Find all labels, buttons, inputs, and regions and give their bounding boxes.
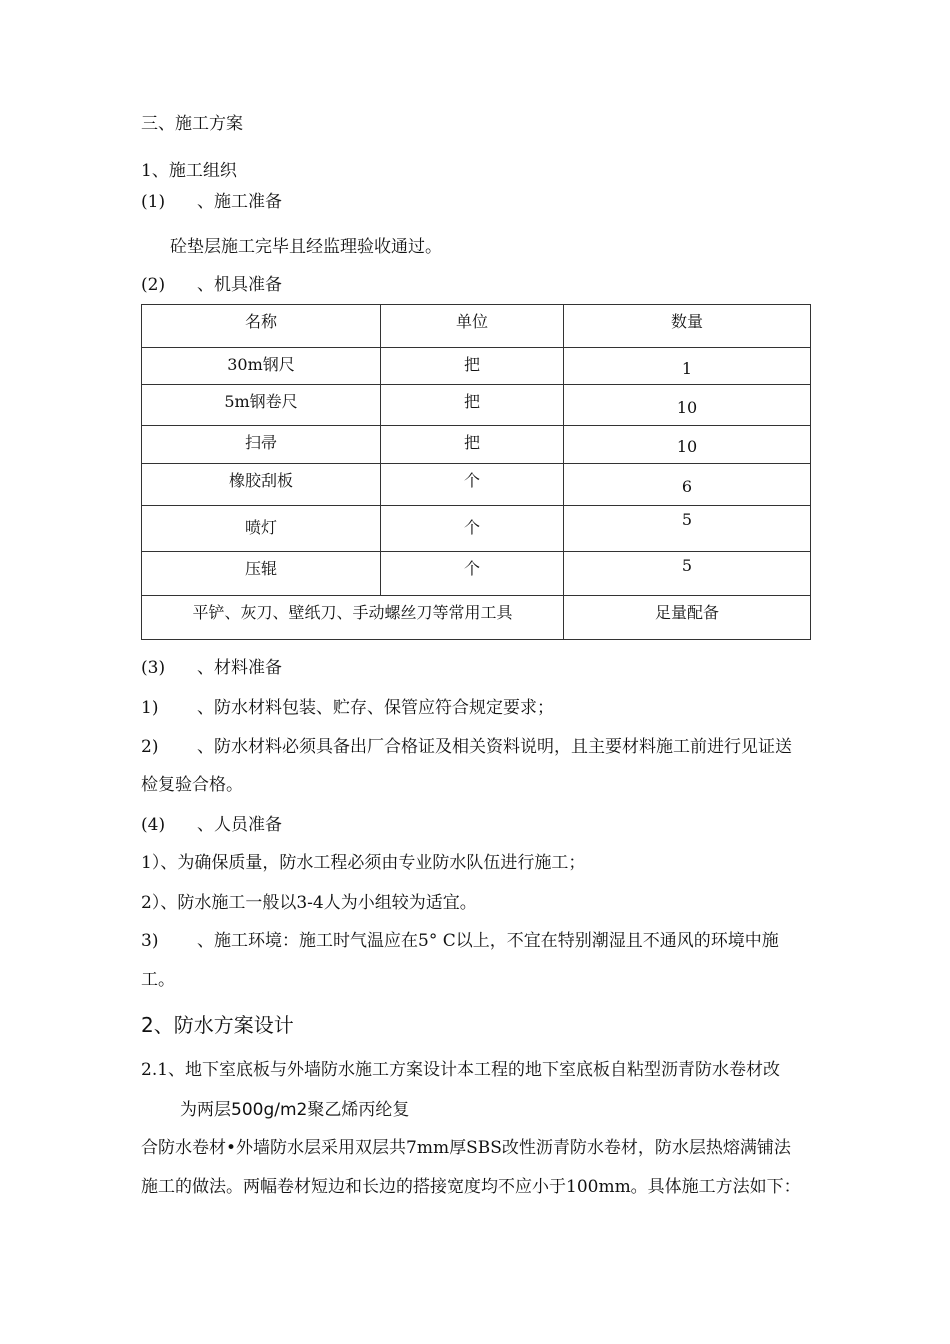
table-header-cell: 名称: [142, 305, 381, 348]
mat1-text: 、防水材料包装、贮存、保管应符合规定要求；: [197, 698, 554, 718]
prep1-num: (1): [141, 192, 166, 212]
table-row: [142, 464, 811, 506]
env-num: 3): [141, 931, 159, 951]
table-cell: 10: [564, 385, 811, 426]
design-para-line-2: 施工的做法。两幅卷材短边和长边的搭接宽度均不应小于100mm。具体施工方法如下：: [141, 1177, 801, 1197]
table-row: [142, 506, 811, 552]
table-cell: 足量配备: [564, 596, 811, 640]
table-header-cell: 数量: [564, 305, 811, 348]
table-footer-row: [142, 596, 811, 640]
design-para-part-b: 外墙防水层采用双层共7mm厚SBS改性沥青防水卷材，防水层热熔满铺法: [236, 1138, 791, 1158]
table-header-row: [142, 305, 811, 348]
table-cell: 5: [564, 552, 811, 596]
design-title: 2、防水方案设计: [141, 1013, 294, 1037]
table-cell: 把: [381, 426, 564, 464]
design-2-1-part-a: 2.1、地下室底板与外墙防水施工方案设计本工程的地下室底板: [141, 1060, 611, 1080]
design-2-1-part-b: 自粘型沥青防水卷材改: [610, 1060, 781, 1080]
table-row: [142, 385, 811, 426]
equipment-table: [141, 304, 811, 640]
prep1-text: 砼垫层施工完毕且经监理验收通过。: [170, 237, 442, 257]
table-row: [142, 426, 811, 464]
table-cell: 压辊: [142, 552, 381, 596]
section-title: 三、施工方案: [141, 114, 243, 134]
prep3-num: (3): [141, 658, 166, 678]
env-cont: 工。: [141, 970, 175, 990]
prep1-label: 、施工准备: [197, 192, 282, 212]
design-2-1-line: [141, 1059, 780, 1081]
table-cell: 1: [564, 348, 811, 385]
prep4-label: 、人员准备: [197, 815, 282, 835]
mat1-num: 1): [141, 698, 159, 718]
table-cell: 6: [564, 464, 811, 506]
table-cell: 个: [381, 506, 564, 552]
table-cell: 扫帚: [142, 426, 381, 464]
table-cell: 喷灯: [142, 506, 381, 552]
prep4-num: (4): [141, 815, 166, 835]
env-text: 、施工环境：施工时气温应在5° C以上，不宜在特别潮湿且不通风的环境中施: [197, 931, 779, 951]
prep2-num: (2): [141, 275, 166, 295]
mat2-cont: 检复验合格。: [141, 775, 243, 795]
staff-line-2: 2）、防水施工一般以3-4人为小组较为适宜。: [141, 893, 477, 913]
table-header-cell: 单位: [381, 305, 564, 348]
table-cell: 个: [381, 464, 564, 506]
prep3-label: 、材料准备: [197, 658, 282, 678]
design-para-part-a: 合防水卷材•: [141, 1138, 237, 1158]
table-cell: 5: [564, 506, 811, 552]
table-cell: 个: [381, 552, 564, 596]
staff-line-1: 1）、为确保质量，防水工程必须由专业防水队伍进行施工；: [141, 853, 586, 873]
table-row: [142, 552, 811, 596]
table-cell: 橡胶刮板: [142, 464, 381, 506]
mat2-num: 2): [141, 737, 159, 757]
table-cell: 把: [381, 348, 564, 385]
table-cell: 10: [564, 426, 811, 464]
table-cell: 平铲、灰刀、壁纸刀、手动螺丝刀等常用工具: [142, 596, 564, 640]
table-cell: 把: [381, 385, 564, 426]
prep2-label: 、机具准备: [197, 275, 282, 295]
table-cell: 30m钢尺: [142, 348, 381, 385]
design-para-line-1: [141, 1137, 791, 1159]
design-2-1-part-c: 为两层500g/m2聚乙烯丙纶复: [180, 1100, 410, 1120]
table-cell: 5m钢卷尺: [142, 385, 381, 426]
org-title: 1、施工组织: [141, 161, 237, 181]
mat2-text: 、防水材料必须具备出厂合格证及相关资料说明，且主要材料施工前进行见证送: [197, 737, 792, 757]
table-row: [142, 348, 811, 385]
